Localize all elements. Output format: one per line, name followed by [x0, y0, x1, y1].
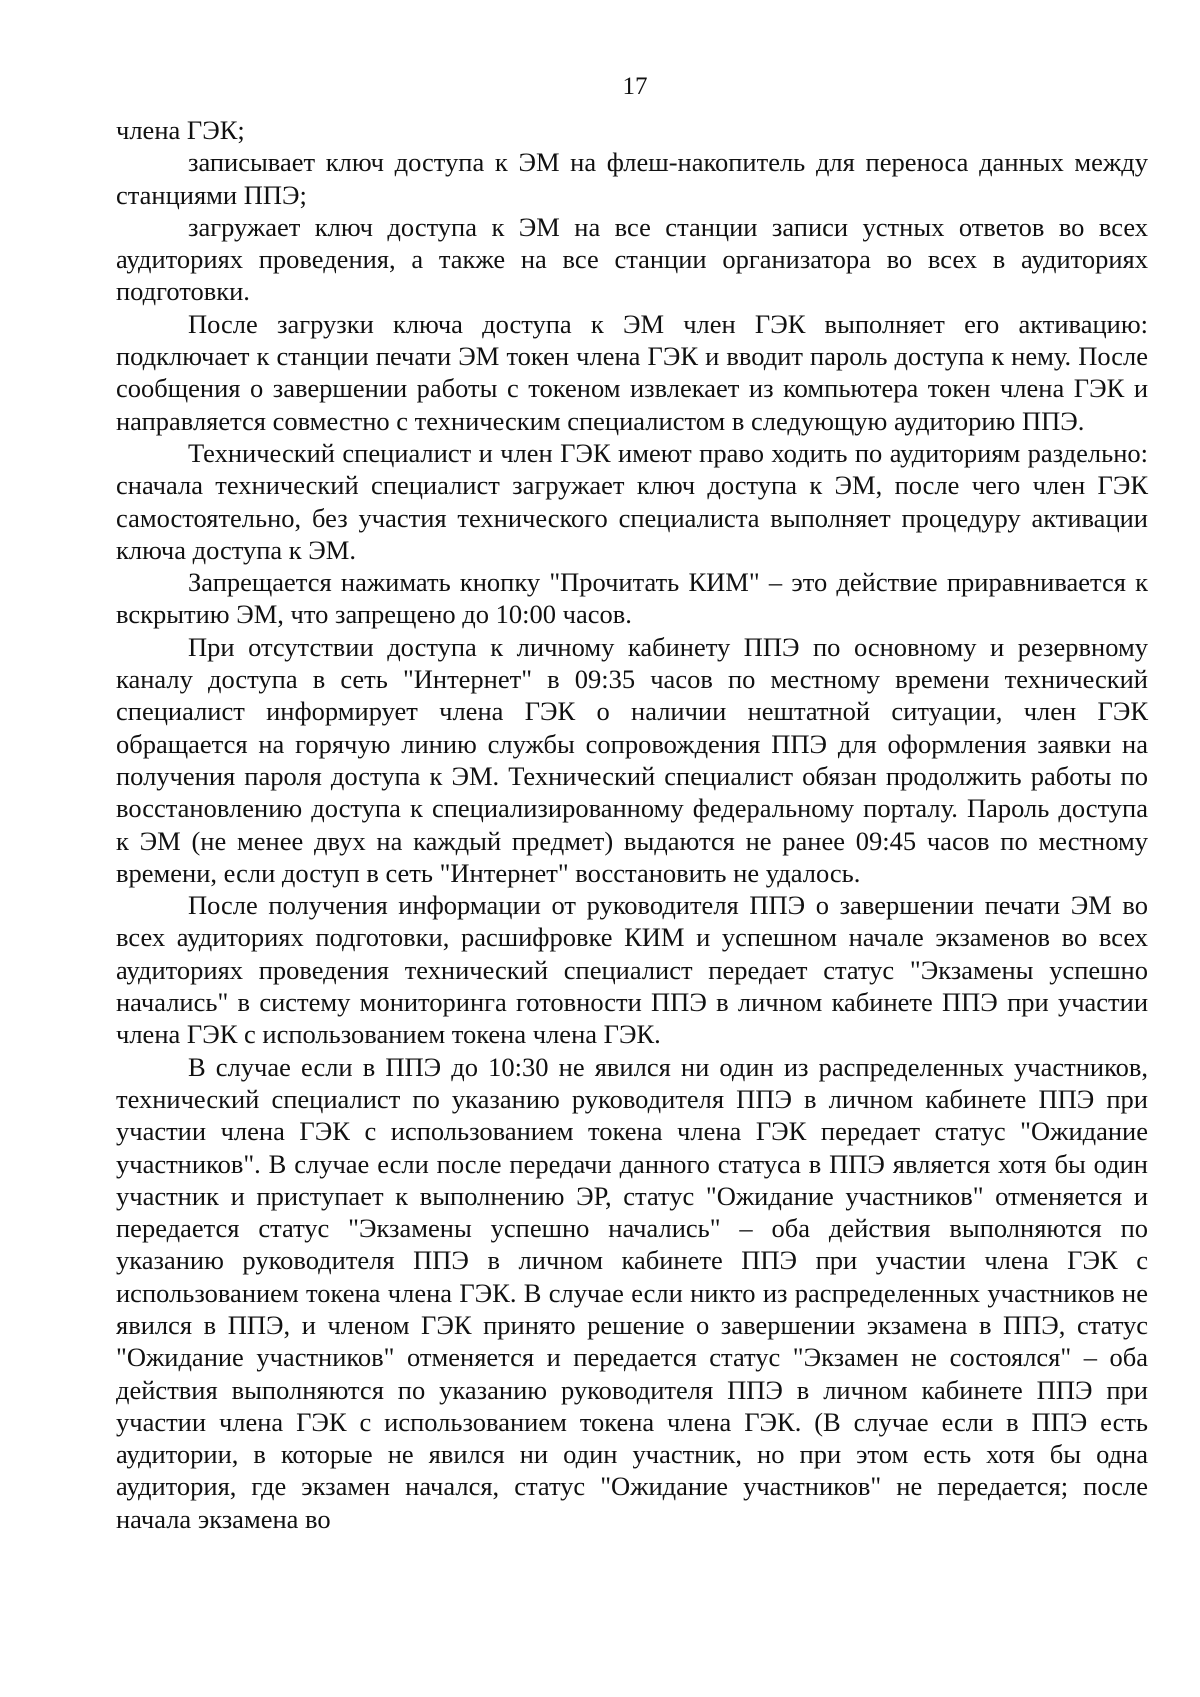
page-number: 17	[622, 73, 648, 100]
paragraph-write-key: записывает ключ доступа к ЭМ на флеш-накопитель для переноса данных между станциями ППЭ;	[116, 147, 1148, 210]
paragraph-separate-rooms: Технический специалист и член ГЭК имеют право ходить по аудиториям раздельно: сначала технический специалист загружает ключ доступа к ЭМ, после чего член ГЭК самостоятельно, без участия технического специалиста выполняет процедуру активации ключа доступа к ЭМ.	[116, 437, 1148, 565]
paragraph-continuation: члена ГЭК;	[116, 115, 245, 145]
paragraph-load-key: загружает ключ доступа к ЭМ на все станции записи устных ответов во всех аудиториях проведения, а также на все станции организатора во всех в аудиториях подготовки.	[116, 211, 1148, 307]
paragraph-waiting-participants: В случае если в ППЭ до 10:30 не явился ни один из распределенных участников, технический специалист по указанию руководителя ППЭ в личном кабинете ППЭ при участии члена ГЭК с использованием токена члена ГЭК передает статус "Ожидание участников". В случае если после передачи данного статуса в ППЭ является хотя бы один участник и приступает к выполнению ЭР, статус "Ожидание участников" отменяется и передается статус "Экзамены успешно начались" – оба действия выполняются по указанию руководителя ППЭ в личном кабинете ППЭ при участии члена ГЭК с использованием токена члена ГЭК. В случае если никто из распределенных участников не явился в ППЭ, и членом ГЭК принято решение о завершении экзамена в ППЭ, статус "Ожидание участников" отменяется и передается статус "Экзамен не состоялся" – оба действия выполняются по указанию руководителя ППЭ в личном кабинете ППЭ при участии члена ГЭК с использованием токена члена ГЭК. (В случае если в ППЭ есть аудитории, в которые не явился ни один участник, но при этом есть хотя бы одна аудитория, где экзамен начался, статус "Ожидание участников" не передается; после начала экзамена во	[116, 1051, 1148, 1534]
paragraph-no-access: При отсутствии доступа к личному кабинету ППЭ по основному и резервному каналу доступа в сеть "Интернет" в 09:35 часов по местному времени технический специалист информирует члена ГЭК о наличии нештатной ситуации, член ГЭК обращается на горячую линию службы сопровождения ППЭ для оформления заявки на получения пароля доступа к ЭМ. Технический специалист обязан продолжить работы по восстановлению доступа к специализированному федеральному порталу. Пароль доступа к ЭМ (не менее двух на каждый предмет) выдаются не ранее 09:45 часов по местному времени, если доступ в сеть "Интернет" восстановить не удалось.	[116, 631, 1148, 888]
paragraph-key-activation: После загрузки ключа доступа к ЭМ член ГЭК выполняет его активацию: подключает к станции печати ЭМ токен члена ГЭК и вводит пароль доступа к нему. После сообщения о завершении работы с токеном извлекает из компьютера токен члена ГЭК и направляется совместно с техническим специалистом в следующую аудиторию ППЭ.	[116, 308, 1148, 436]
document-body	[116, 114, 1148, 1535]
paragraph-prohibition: Запрещается нажимать кнопку "Прочитать КИМ" – это действие приравнивается к вскрытию ЭМ, что запрещено до 10:00 часов.	[116, 567, 1148, 630]
paragraph-exam-started: После получения информации от руководителя ППЭ о завершении печати ЭМ во всех аудиториях подготовки, расшифровке КИМ и успешном начале экзаменов во всех аудиториях проведения технический специалист передает статус "Экзамены успешно начались" в систему мониторинга готовности ППЭ в личном кабинете ППЭ при участии члена ГЭК с использованием токена члена ГЭК.	[116, 890, 1148, 1050]
